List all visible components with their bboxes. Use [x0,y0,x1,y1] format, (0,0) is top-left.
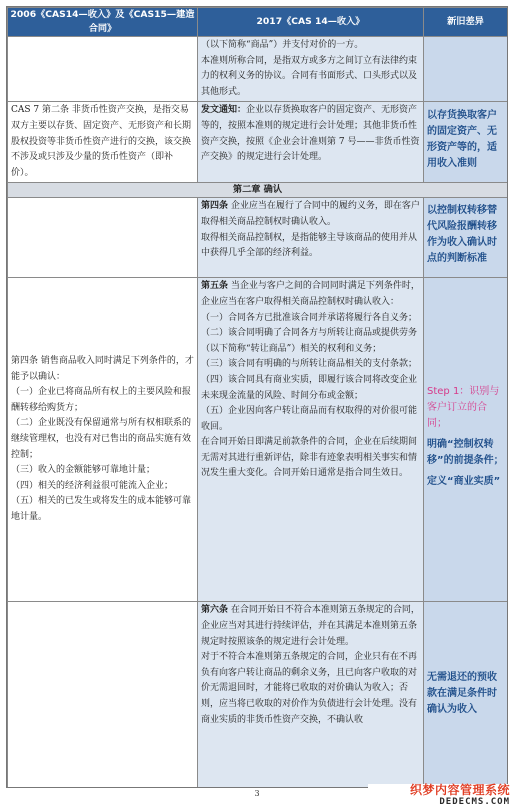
row2-diff-cell [424,102,508,183]
watermark-domain: DEDECMS.COM [439,797,510,807]
row1-diff-cell [424,37,508,102]
row1-old-cell [8,37,198,102]
art5-item3: （三）该合同有明确的与所转让商品相关的支付条款； [201,359,418,370]
header-differences: 新旧差异 [424,8,508,37]
row1-new-para2: 本准则所称合同，是指双方或多方之间订立有法律约束力的权利义务的协议。合同有书面形式、口头形式以及其他形式。 [201,55,418,97]
cas7-article: CAS 7 第二条 非货币性资产交换，是指交易双方主要以存货、固定资产、无形资产和长期股权投资等非货币性资产进行的交换，该交换不涉及或只涉及少量的货币性资产（即补价）。 [11,105,192,178]
art4-para1 [201,199,420,230]
art5-diff-substance: 定义“商业实质” [427,476,501,488]
chapter-title: 第二章 确认 [8,183,508,198]
art5-old-cell [8,278,198,602]
art4-old-cell [8,198,198,278]
table-row [8,37,508,102]
notice-lead: 发文通知： [201,105,247,116]
art5-closing: 在合同开始日即满足前款条件的合同，企业在后续期间无需对其进行重新评估，除非有迹象表明相关事实和情况发生重大变化。合同开始日通常是指合同生效日。 [201,437,418,479]
art4-new-cell [198,198,424,278]
header-new-standard: 2017《CAS 14—收入》 [198,8,424,37]
chapter-row [8,183,508,198]
art5-new-cell [198,278,424,602]
row1-new-cell [198,37,424,102]
old-art4-item1: （一）企业已将商品所有权上的主要风险和报酬转移给购货方； [11,387,192,413]
art4-para2: 取得相关商品控制权，是指能够主导该商品的使用并从中获得几乎全部的经济利益。 [201,232,418,259]
old-art4-item5: （五）相关的已发生或将发生的成本能够可靠地计量。 [11,496,192,523]
document-table-frame [6,6,508,788]
art5-item5: （五）企业因向客户转让商品而有权取得的对价很可能收回。 [201,406,418,432]
art5-diff-control: 明确“控制权转移”的前提条件； [427,439,504,467]
old-art4-item4: （四）相关的经济利益很可能流入企业； [11,480,174,491]
step1-text: Step 1：识别与客户订立的合同； [427,386,500,430]
page-number: 3 [254,789,260,798]
art4-body: 企业应当在履行了合同中的履约义务，即在客户取得相关商品控制权时确认收入。 [201,201,420,227]
art6-new-cell [198,602,424,788]
notice-text [201,103,420,165]
art4-diff-cell [424,198,508,278]
art5-item1: （一）合同各方已批准该合同并承诺将履行各自义务； [201,312,418,323]
art4-lead: 第四条 [201,201,229,212]
art5-intro [201,279,420,310]
watermark-logo [368,784,510,808]
table-row [8,102,508,183]
header-old-standard: 2006《CAS14—收入》及《CAS15—建造合同》 [8,8,198,37]
comparison-table [7,7,508,788]
table-row [8,602,508,788]
row2-diff-text: 以存货换取客户的固定资产、无形资产等的，适用收入准则 [427,109,497,169]
table-row [8,198,508,278]
table-row [8,278,508,602]
notice-body: 企业以存货换取客户的固定资产、无形资产等的，按照本准则的规定进行会计处理；其他非货币性资产交换，按照《企业会计准则第 7 号——非货币性资产交换》的规定进行会计处理。 [201,105,420,163]
art5-item4: （四）该合同具有商业实质，即履行该合同将改变企业未来现金流量的风险、时间分布或金额； [201,374,418,401]
art5-diff-cell [424,278,508,602]
old-art4-item2: （二）企业既没有保留通常与所有权相联系的继续管理权，也没有对已售出的商品实施有效控制； [11,418,192,460]
watermark-title: 织梦内容管理系统 [409,783,510,797]
row1-new-para1: （以下简称“商品”）并支付对价的一方。 [201,40,364,50]
art5-intro-body: 当企业与客户之间的合同同时满足下列条件时，企业应当在客户取得相关商品控制权时确认收入： [201,281,420,307]
old-art4-intro: 第四条 销售商品收入同时满足下列条件的，才能予以确认： [11,356,194,382]
art6-para2: 对于不符合本准则第五条规定的合同，企业只有在不再负有向客户转让商品的剩余义务，且已向客户收取的对价无需退回时，才能将已收取的对价确认为收入；否则，应当将已收取的对价作为负债进行会计处理。没有商业实质的非货币性资产交换，不确认收 [201,652,418,725]
old-art4-item3: （三）收入的金额能够可靠地计量； [11,465,156,476]
art6-para1-body: 在合同开始日不符合本准则第五条规定的合同，企业应当对其进行持续评估，并在其满足本准则第五条规定时按照该条的规定进行会计处理。 [201,605,420,647]
art5-lead: 第五条 [201,281,229,292]
table-header-row [8,8,508,37]
row2-new-cell [198,102,424,183]
art5-item2: （二）该合同明确了合同各方与所转让商品或提供劳务（以下简称“转让商品”）相关的权利和义务； [201,328,418,354]
art6-diff-cell [424,602,508,788]
art4-diff-text: 以控制权转移替代风险报酬转移作为收入确认时点的判断标准 [427,205,497,265]
art6-para1 [201,603,420,650]
art6-diff-text: 无需退还的预收款在满足条件时确认为收入 [427,672,497,716]
art6-lead: 第六条 [201,605,229,616]
row2-old-cell [8,102,198,183]
art6-old-cell [8,602,198,788]
